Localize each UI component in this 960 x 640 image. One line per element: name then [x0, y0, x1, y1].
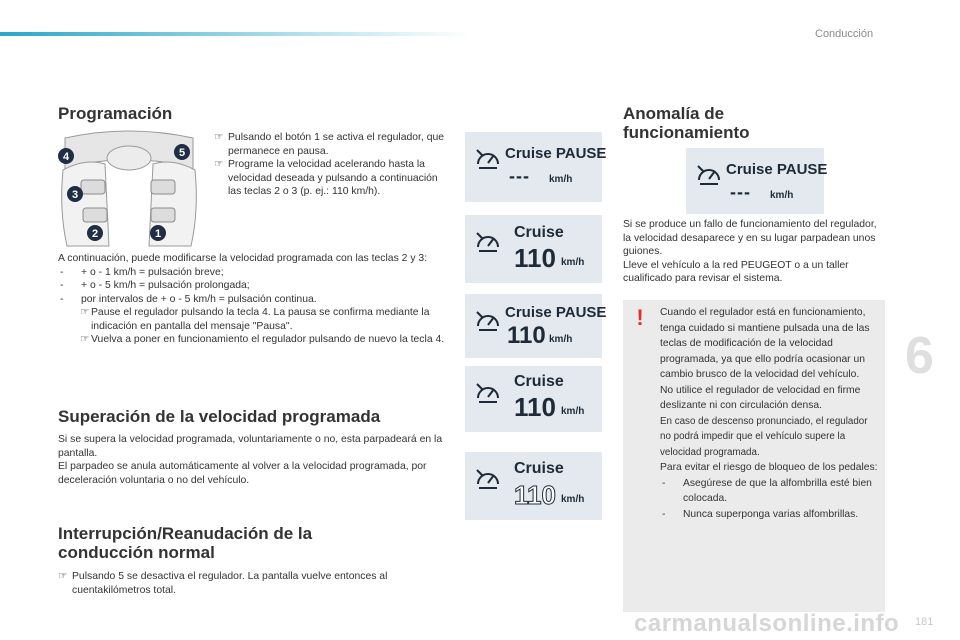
cruise-label: Cruise PAUSE	[505, 304, 607, 321]
dash-item: - por intervalos de + o - 5 km/h = pulsación continua.	[60, 293, 317, 305]
cruise-label: Cruise PAUSE	[505, 145, 607, 162]
anomalia-p2: Lleve el vehículo a la red PEUGEOT o a un taller cualificado para revisar el sistema.	[623, 259, 849, 284]
anomalia-title: Anomalía de funcionamiento	[623, 104, 750, 142]
cruise-speed-value: 110	[507, 322, 546, 349]
superacion-text	[58, 433, 448, 487]
watermark: carmanualsonline.info	[634, 610, 900, 637]
cruise-label: Cruise PAUSE	[726, 161, 828, 178]
svg-text:1: 1	[154, 228, 162, 240]
cruise-fault-display-panel	[686, 148, 828, 214]
dash-item: - + o - 1 km/h = pulsación breve;	[60, 266, 224, 278]
warning-p3: En caso de descenso pronunciado, el regulador no podrá impedir que el vehículo supere la velocidad programada.	[660, 415, 868, 458]
interrupcion-title: Interrupción/Reanudación de la conducción normal	[58, 524, 313, 562]
page-number: 181	[915, 616, 934, 628]
speedometer-icon	[475, 146, 501, 174]
superacion-p2: El parpadeo se anula automáticamente al volver a la velocidad programada, por deceleración voluntaria o no del vehículo.	[58, 461, 427, 486]
cruise-speed-value: 110	[514, 392, 556, 422]
speedometer-icon	[475, 308, 501, 336]
warning-text	[660, 305, 880, 522]
cruise-speed-unit: km/h	[549, 334, 573, 345]
header-accent-bar	[0, 32, 470, 36]
section-title: Conducción	[815, 28, 874, 40]
svg-text:4: 4	[62, 151, 70, 163]
dash-item: - Nunca superponga varias alfombrillas.	[662, 508, 859, 520]
cruise-label: Cruise	[514, 460, 564, 477]
warning-p4: Para evitar el riesgo de bloqueo de los pedales:	[660, 462, 878, 473]
warning-p1: Cuando el regulador está en funcionamiento, tenga cuidado si mantiene pulsada una de las teclas de modificación de la velocidad programada, ya que ello podría ocasionar un cambio brusco de la velocidad del vehículo.	[660, 307, 870, 380]
cruise-speed-unit: km/h	[561, 257, 585, 268]
speedometer-icon	[475, 466, 501, 494]
bullet-item: ☞ Pulsando 5 se desactiva el regulador. La pantalla vuelve entonces al cuentakilómetros total.	[58, 571, 388, 596]
programacion-intro: A continuación, puede modificarse la velocidad programada con las teclas 2 y 3:	[58, 253, 428, 264]
sub-bullet-item: ☞ Vuelva a poner en funcionamiento el regulador pulsando de nuevo la tecla 4.	[80, 334, 445, 345]
superacion-title: Superación de la velocidad programada	[58, 407, 381, 426]
cruise-display-panel	[465, 452, 602, 520]
speedometer-icon	[475, 229, 501, 257]
cruise-label: Cruise	[514, 224, 564, 241]
warning-p2: No utilice el regulador de velocidad en firme deslizante ni con circulación densa.	[660, 384, 861, 411]
sub-bullet-item: ☞ Pause el regulador pulsando la tecla 4. La pausa se confirma mediante la indicación en pantalla del mensaje "Pausa".	[80, 307, 430, 332]
cruise-speed-value: 110	[514, 243, 556, 273]
cruise-label: Cruise	[514, 373, 564, 390]
svg-text:3: 3	[71, 189, 79, 201]
cruise-display-panel	[465, 366, 602, 432]
chapter-number: 6	[905, 327, 934, 385]
dash-item: - + o - 5 km/h = pulsación prolongada;	[60, 280, 250, 291]
cruise-speed-unit: km/h	[549, 174, 573, 185]
bullet-item: ☞ Pulsando el botón 1 se activa el regulador, que permanece en pausa.	[214, 132, 445, 157]
cruise-display-panel	[465, 132, 607, 202]
cruise-speed-unit: km/h	[561, 494, 585, 505]
speedometer-icon	[696, 162, 722, 190]
anomalia-text	[623, 218, 879, 286]
interrupcion-text	[58, 570, 448, 597]
warning-icon: !	[636, 305, 644, 330]
svg-text:5: 5	[178, 147, 186, 159]
programacion-details	[58, 252, 448, 347]
cruise-speed-value: ---	[509, 166, 530, 186]
steering-wheel-controls-illustration	[55, 130, 203, 248]
programacion-title: Programación	[58, 104, 173, 123]
cruise-speed-unit: km/h	[770, 190, 794, 201]
svg-text:2: 2	[91, 228, 99, 240]
cruise-speed-value-flashing: 110	[514, 480, 556, 510]
cruise-speed-unit: km/h	[561, 406, 585, 417]
speedometer-icon	[475, 380, 501, 408]
superacion-p1: Si se supera la velocidad programada, voluntariamente o no, esta parpadeará en la pantalla.	[58, 434, 443, 459]
cruise-display-panel	[465, 294, 607, 358]
bullet-item: ☞ Programe la velocidad acelerando hasta la velocidad deseada y pulsando a continuación las teclas 2 o 3 (p. ej.: 110 km/h).	[214, 159, 438, 197]
dash-item: - Asegúrese de que la alfombrilla esté bien colocada.	[662, 477, 872, 504]
cruise-display-panel	[465, 215, 602, 283]
programacion-bullets	[214, 131, 446, 199]
anomalia-p1: Si se produce un fallo de funcionamiento del regulador, la velocidad desaparece y en su lugar parpadean unos guiones.	[623, 219, 877, 257]
cruise-speed-value: ---	[730, 182, 751, 202]
